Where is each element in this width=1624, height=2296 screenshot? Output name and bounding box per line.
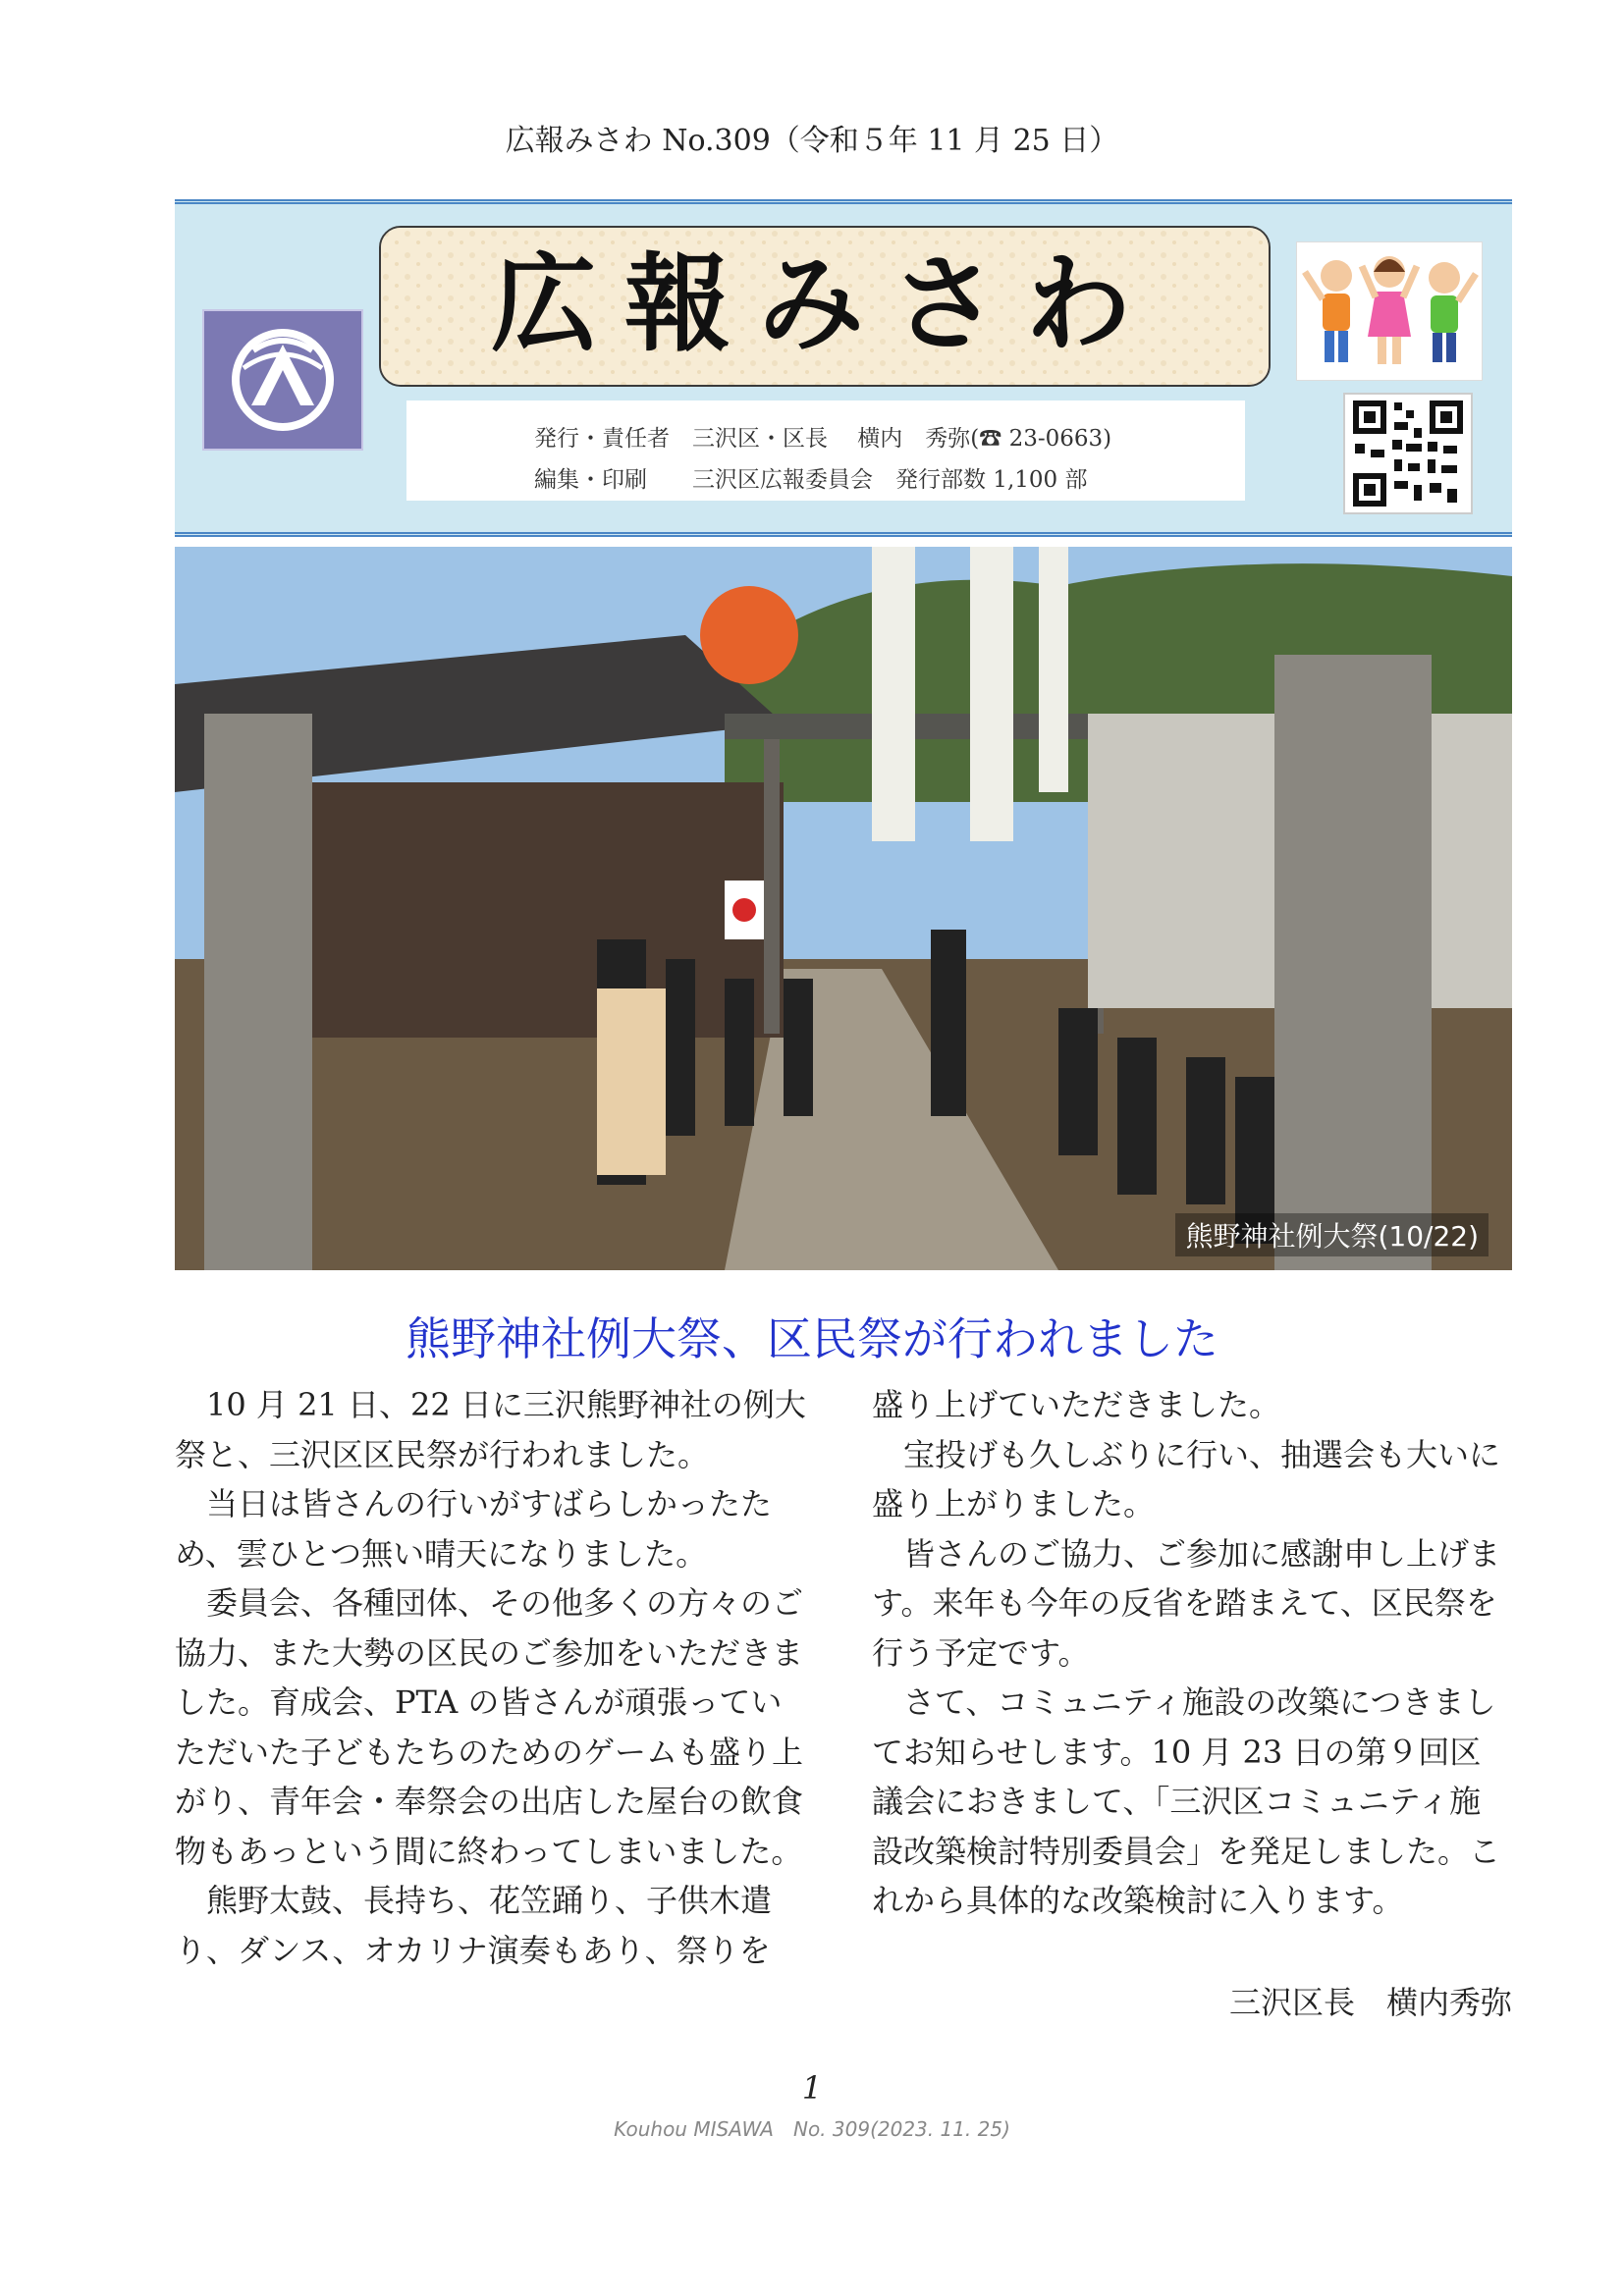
article-paragraph: さて、コミュニティ施設の改築につきましてお知らせします。10 月 23 日の第９回区議会におきまして、「三沢区コミュニティ施設改築検討特別委員会」を発足しました。これから具体的な改築検討に入ります。 <box>872 1683 1501 1919</box>
article-paragraph-continuation: 盛り上げていただきました。 <box>872 1386 1281 1423</box>
article-paragraph: 皆さんのご協力、ご参加に感謝申し上げます。来年も今年の反省を踏まえて、区民祭を行う予定です。 <box>872 1534 1501 1672</box>
article-signature: 三沢区長 横内秀弥 <box>1228 1984 1512 2021</box>
issue-line: 広報みさわ No.309（令和５年 11 月 25 日） <box>505 124 1119 158</box>
article-paragraph: 委員会、各種団体、その他多くの方々のご協力、また大勢の区民のご参加をいただきました。育成会、PTA の皆さんが頑張っていただいた子どもたちのためのゲームも盛り上がり、青年会・奉祭会の出店した屋台の飲食物もあっという間に終わってしまいました。 <box>175 1584 804 1870</box>
publisher-line: 発行・責任者 三沢区・区長 横内 秀弥(☎ 23-0663) <box>534 426 1112 452</box>
article-headline: 熊野神社例大祭、区民祭が行われました <box>406 1312 1218 1365</box>
publication-footer: Kouhou MISAWA No. 309(2023. 11. 25) <box>614 2117 1010 2141</box>
page-number: 1 <box>801 2069 823 2107</box>
photo-caption: 熊野神社例大祭(10/22) <box>1175 1213 1489 1256</box>
article-left-column <box>175 1380 807 1975</box>
municipal-emblem-icon <box>202 309 363 451</box>
title-box <box>379 226 1271 387</box>
article-paragraph: 熊野太鼓、長持ち、花笠踊り、子供木遣り、ダンス、オカリナ演奏もあり、祭りを <box>175 1882 773 1969</box>
festival-photo <box>175 547 1512 1270</box>
masthead-title: 広報みさわ <box>490 243 1159 366</box>
article-right-column <box>872 1380 1504 1926</box>
article-paragraph: 宝投げも久しぶりに行い、抽選会も大いに盛り上がりました。 <box>872 1435 1501 1522</box>
children-illustration-icon <box>1296 241 1483 381</box>
article-paragraph: 10 月 21 日、22 日に三沢熊野神社の例大祭と、三沢区区民祭が行われました。 <box>175 1386 806 1473</box>
editor-line: 編集・印刷 三沢区広報委員会 発行部数 1,100 部 <box>534 467 1088 493</box>
article-paragraph: 当日は皆さんの行いがすばらしかったため、雲ひとつ無い晴天になりました。 <box>175 1485 773 1573</box>
masthead <box>175 199 1512 537</box>
publisher-info <box>406 400 1245 501</box>
qr-code-icon <box>1343 393 1473 514</box>
